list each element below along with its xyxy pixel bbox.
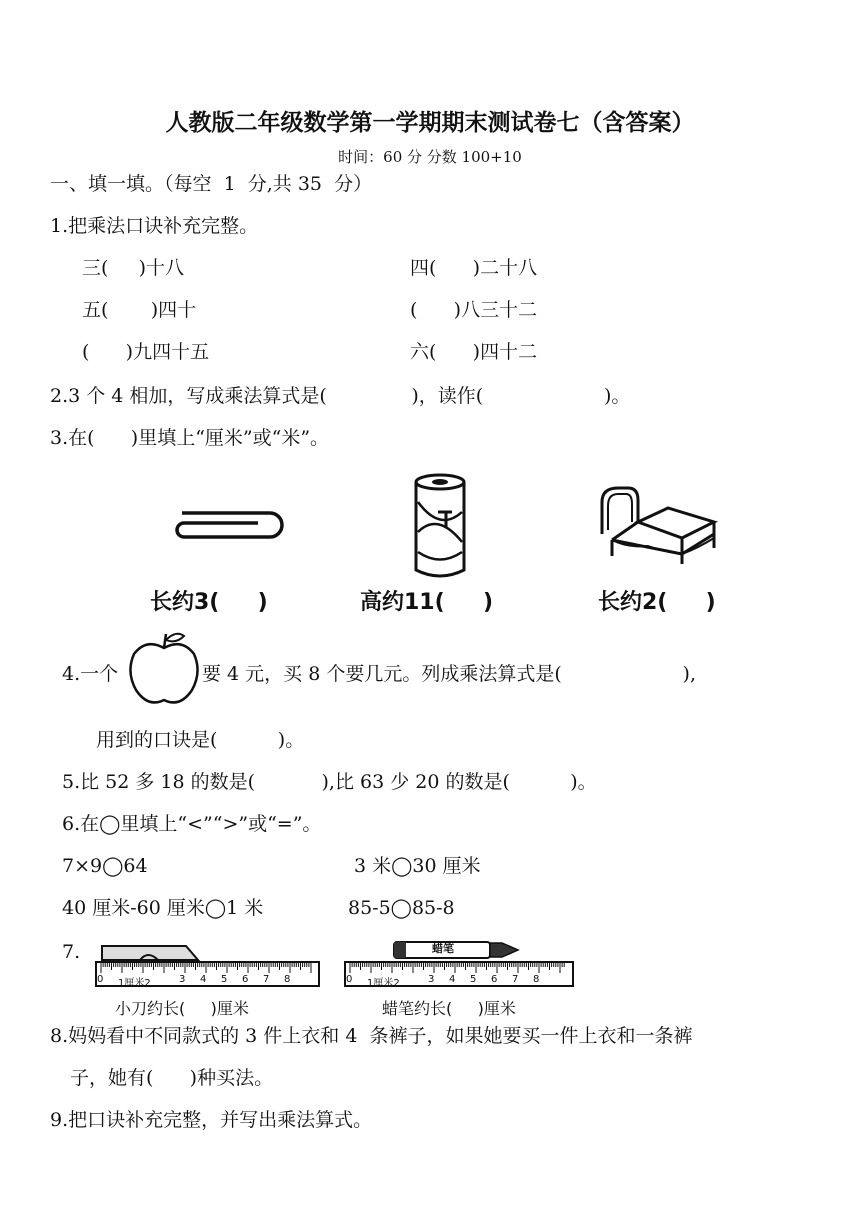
q3-caption: 长约3( ): [150, 590, 268, 615]
ruler-tick-label: 6: [242, 974, 249, 985]
question-7-label: 7.: [62, 941, 81, 963]
ruler-tick-label: 7: [512, 974, 519, 985]
question-8-line1: 8.妈妈看中不同款式的 3 件上衣和 4 条裤子，如果她要买一件上衣和一条裤: [50, 1025, 693, 1047]
ruler-tick-label: 5: [470, 974, 477, 985]
ruler-tick-label: 8: [533, 974, 540, 985]
paperclip-icon: [170, 505, 285, 545]
ruler-tick-label: 8: [284, 974, 291, 985]
crayon-label: 蜡笔: [432, 942, 454, 955]
question-4-start: 4.一个: [62, 663, 119, 685]
knife-icon: [100, 944, 200, 962]
q6-item: 3 米◯30 厘米: [354, 855, 481, 877]
question-8-line2: 子，她有( )种买法。: [70, 1067, 274, 1089]
q7-caption: 小刀约长( )厘米: [115, 999, 249, 1018]
question-3-prompt: 3.在( )里填上“厘米”或“米”。: [50, 427, 330, 449]
q1-item: 四( )二十八: [410, 257, 538, 279]
ruler-tick-label: 3: [428, 974, 435, 985]
ruler-tick-label: 1厘米2: [118, 978, 151, 989]
ruler-tick-label: 4: [200, 974, 207, 985]
q6-item: 85-5◯85-8: [348, 897, 455, 919]
question-1-prompt: 1.把乘法口诀补充完整。: [50, 215, 259, 237]
question-4-text: 要 4 元，买 8 个要几元。列成乘法算式是( ),: [202, 663, 696, 685]
q1-item: 五( )四十: [82, 299, 197, 321]
ruler-tick-label: 6: [491, 974, 498, 985]
apple-icon: [126, 630, 202, 708]
q1-item: ( )八三十二: [410, 299, 538, 321]
crayon-icon: [392, 940, 522, 960]
question-4-line2: 用到的口诀是( )。: [96, 729, 305, 751]
q1-item: 六( )四十二: [410, 341, 538, 363]
q1-item: 三( )十八: [82, 257, 185, 279]
page-title: 人教版二年级数学第一学期期末测试卷七（含答案）: [165, 110, 695, 136]
ruler-tick-label: 1厘米2: [367, 978, 400, 989]
question-5: 5.比 52 多 18 的数是( ),比 63 少 20 的数是( )。: [62, 771, 597, 793]
section-heading: 一、填一填。（每空 1 分,共 35 分）: [50, 173, 373, 195]
ruler-tick-label: 0: [346, 974, 353, 985]
exam-info: 时间：60 分 分数 100+10: [338, 148, 522, 166]
soda-can-icon: [410, 472, 470, 582]
q3-caption: 高约11( ): [360, 590, 494, 615]
q3-caption: 长约2( ): [598, 590, 716, 615]
ruler-tick-label: 5: [221, 974, 228, 985]
ruler-tick-label: 0: [97, 974, 104, 985]
question-6-prompt: 6.在◯里填上“<”“>”或“=”。: [62, 813, 322, 835]
q1-item: ( )九四十五: [82, 341, 210, 363]
q7-caption: 蜡笔约长( )厘米: [382, 999, 516, 1018]
ruler-tick-label: 3: [179, 974, 186, 985]
ruler-tick-label: 4: [449, 974, 456, 985]
bed-icon: [598, 482, 718, 567]
q6-item: 7×9◯64: [62, 855, 148, 877]
question-9: 9.把口诀补充完整，并写出乘法算式。: [50, 1109, 373, 1131]
q6-item: 40 厘米-60 厘米◯1 米: [62, 897, 264, 919]
question-2: 2.3 个 4 相加，写成乘法算式是( )，读作( )。: [50, 385, 631, 407]
ruler-tick-label: 7: [263, 974, 270, 985]
